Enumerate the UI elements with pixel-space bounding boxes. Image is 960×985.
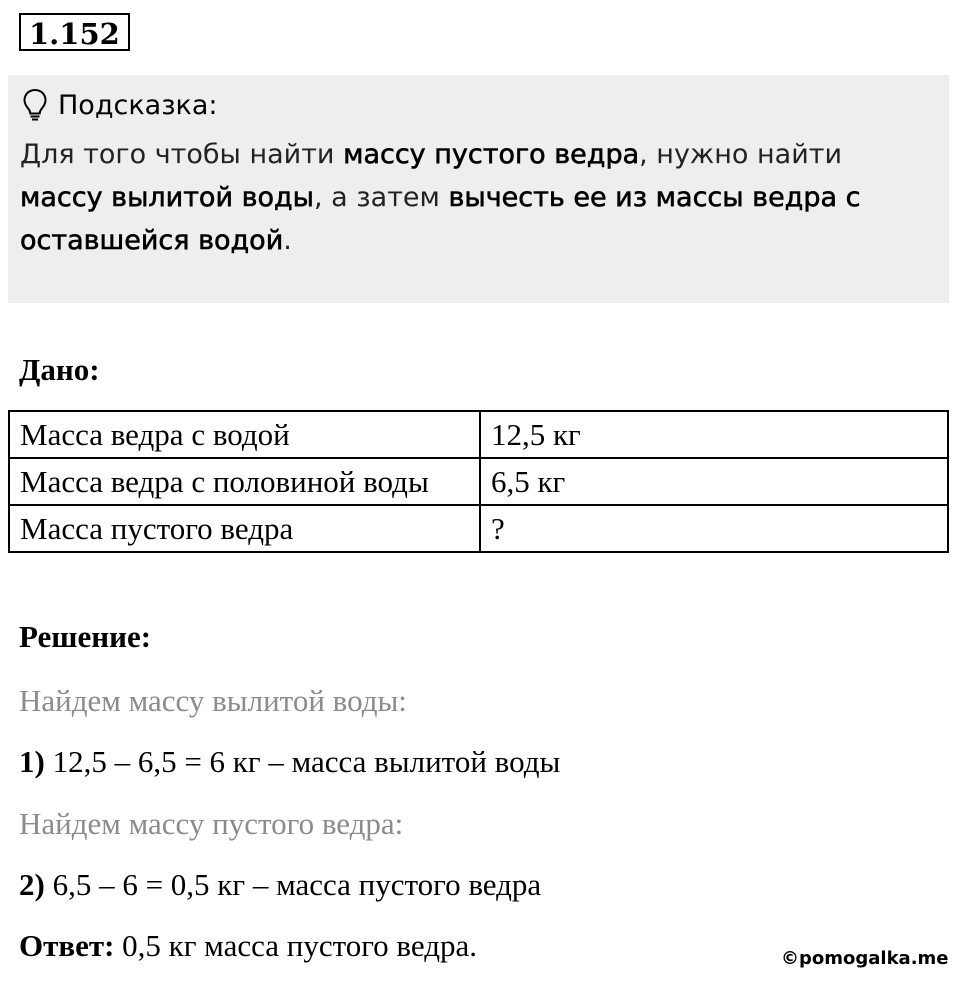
problem-number: 1.152 [19,13,130,51]
step1-number: 1) [19,744,45,779]
given-value-cell: ? [480,505,948,552]
hint-header [22,85,218,125]
hint-emphasis: массу вылитой воды [20,182,314,213]
given-value-cell: 6,5 кг [480,458,948,505]
given-name-cell: Масса ведра с половиной воды [9,458,480,505]
table-row [9,411,948,458]
hint-emphasis: массу пустого ведра [343,139,640,170]
table-row [9,458,948,505]
step1-intro: Найдем массу вылитой воды: [19,683,407,718]
answer-label: Ответ: [19,928,115,963]
watermark: ©pomogalka.me [781,948,949,969]
given-name-cell: Масса ведра с водой [9,411,480,458]
step2-number: 2) [19,867,45,902]
solution-label: Решение: [19,619,152,654]
given-value-cell: 12,5 кг [480,411,948,458]
step1-line [19,744,560,780]
step2-text: 6,5 – 6 = 0,5 кг – масса пустого ведра [44,867,542,902]
step1-text: 12,5 – 6,5 = 6 кг – масса вылитой воды [44,744,561,779]
given-table [8,410,949,553]
table-row [9,505,948,552]
step2-intro: Найдем массу пустого ведра: [19,806,404,841]
hint-title: Подсказка: [58,89,218,121]
answer-line [19,928,477,964]
answer-text: 0,5 кг масса пустого ведра. [114,928,478,963]
step2-line [19,867,541,903]
hint-box [8,75,949,303]
hint-text: Для того чтобы найти массу пустого ведра, нужно найти массу вылитой воды, а затем вычесть ее из массы ведра с оставшейся водой. [20,139,861,256]
lightbulb-icon [22,88,48,122]
given-label: Дано: [19,352,100,387]
given-name-cell: Масса пустого ведра [9,505,480,552]
hint-emphasis: вычесть ее из массы ведра с оставшейся водой [20,182,861,256]
